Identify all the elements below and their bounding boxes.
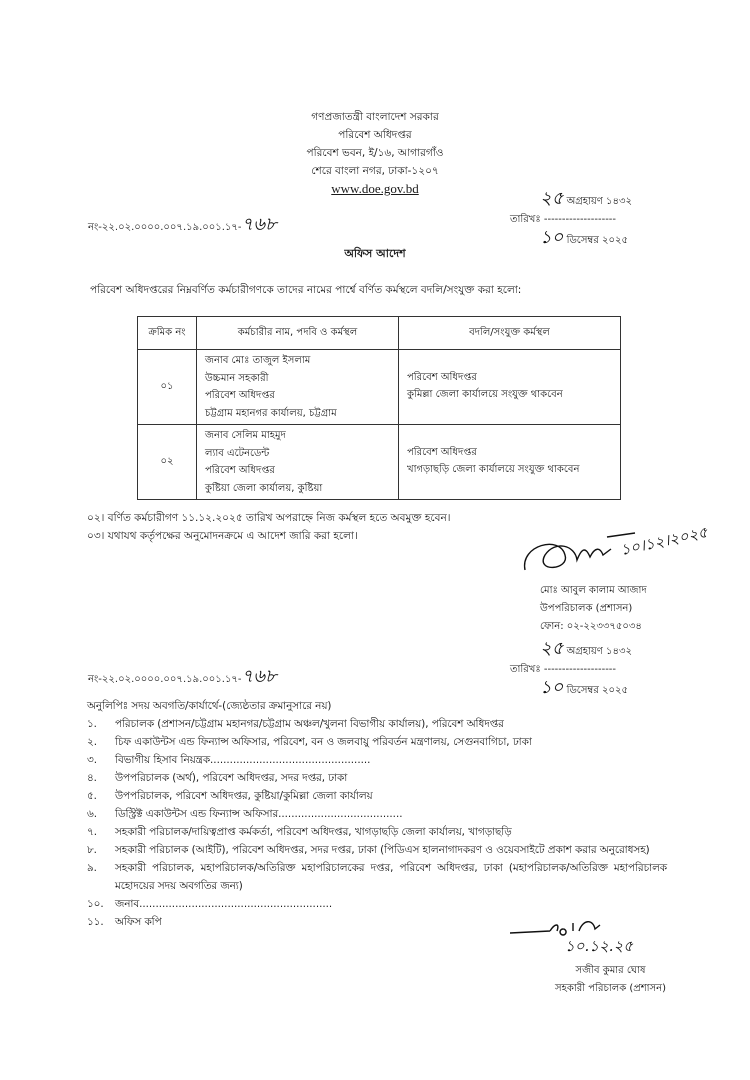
website-link[interactable]: www.doe.gov.bd bbox=[331, 181, 419, 196]
employee-office: চট্টগ্রাম মহানগর কার্যালয়, চট্টগ্রাম bbox=[205, 407, 337, 419]
signature-2-date: ১০.১২.২৫ bbox=[565, 937, 633, 955]
office-order-title: অফিস আদেশ bbox=[344, 247, 406, 260]
list-item: ১০. জনাব........................................................... bbox=[87, 898, 333, 910]
employee-designation: ল্যাব এটেনডেন্ট bbox=[205, 447, 270, 459]
signatory-1-name: মোঃ আবুল কালাম আজাদ bbox=[540, 585, 647, 596]
transfer-office: খাগড়াছড়ি জেলা কার্যালয়ে সংযুক্ত থাকবেন bbox=[407, 464, 580, 475]
english-month-year: ডিসেম্বর ২০২৫ bbox=[566, 235, 628, 246]
english-month-year: ডিসেম্বর ২০২৫ bbox=[566, 685, 628, 696]
bangla-month-year: অগ্রহায়ণ ১৪৩২ bbox=[566, 196, 632, 207]
bangla-day-handwritten: ২৫ bbox=[540, 188, 564, 209]
bangla-day-handwritten: ২৫ bbox=[540, 638, 564, 659]
letterhead bbox=[0, 108, 750, 198]
list-item: ৭. সহকারী পরিচালক/দায়িত্বপ্রাপ্ত কর্মকর্তা, পরিবেশ অধিদপ্তর, খাগড়াছড়ি জেলা কার্যালয়, খাগড়াছড়ি bbox=[87, 826, 512, 838]
list-item: ৯. সহকারী পরিচালক, মহাপরিচালক/অতিরিক্ত মহাপরিচালকের দপ্তর, পরিবেশ অধিদপ্তর, ঢাকা (মহাপরিচালক/অতিরিক্ত মহাপরিচালক মহোদয়ের সদয় অবগতির জন্য) bbox=[87, 862, 667, 892]
date-dashes: -------------------- bbox=[543, 214, 617, 225]
employee-department: পরিবেশ অধিদপ্তর bbox=[205, 390, 275, 401]
list-item: ২. চিফ একাউন্টস এন্ড ফিন্যান্স অফিসার, পরিবেশ, বন ও জলবায়ু পরিবর্তন মন্ত্রণালয়, সেগুনবাগিচা, ঢাকা bbox=[87, 736, 532, 748]
signatory-1 bbox=[540, 582, 647, 636]
govt-name: গণপ্রজাতন্ত্রী বাংলাদেশ সরকার bbox=[311, 111, 439, 123]
header-employee: কর্মচারীর নাম, পদবি ও কর্মস্থল bbox=[197, 317, 399, 350]
memo-number-prefix: নং-২২.০২.০০০০.০০৭.১৯.০০১.১৭- bbox=[88, 674, 242, 685]
employee-office: কুষ্টিয়া জেলা কার্যালয়, কুষ্টিয়া bbox=[205, 482, 323, 494]
header-transfer: বদলি/সংযুক্ত কর্মস্থল bbox=[399, 317, 621, 350]
table-row bbox=[138, 350, 621, 425]
list-item: ৪. উপপরিচালক (অর্থ), পরিবেশ অধিদপ্তর, সদর দপ্তর, ঢাকা bbox=[87, 772, 348, 784]
memo-number bbox=[88, 210, 277, 241]
list-item: ৮. সহকারী পরিচালক (আইটি), পরিবেশ অধিদপ্তর, সদর দপ্তর, ঢাকা (পিডিএস হালনাগাদকরণ ও ওয়েবসাইটে প্রকাশ করার অনুরোধসহ) bbox=[87, 844, 650, 856]
memo-number-prefix: নং-২২.০২.০০০০.০০৭.১৯.০০১.১৭- bbox=[88, 222, 242, 233]
intro-paragraph: পরিবেশ অধিদপ্তরের নিম্নবর্ণিত কর্মচারীগণকে তাদের নামের পার্শ্বে বর্ণিত কর্মস্থলে বদলি/সংযুক্ত করা হলো: bbox=[90, 284, 522, 296]
signatory-2 bbox=[555, 962, 666, 998]
memo-number-handwritten: ৭৬৮ bbox=[241, 214, 277, 235]
address-line-1: পরিবেশ ভবন, ই/১৬, আগারগাঁও bbox=[306, 147, 444, 159]
paragraphs bbox=[87, 509, 450, 545]
paragraph-03: ০৩। যথাযথ কর্তৃপক্ষের অনুমোদনক্রমে এ আদেশ জারি করা হলো। bbox=[87, 530, 358, 542]
date-label: তারিখঃ bbox=[510, 664, 541, 675]
employee-name: জনাব সেলিম মাহমুদ bbox=[205, 430, 286, 441]
date-block-copy bbox=[510, 640, 632, 700]
list-item: ১. পরিচালক (প্রশাসন/চট্টগ্রাম মহানগর/চট্টগ্রাম অঞ্চল/খুলনা বিভাগীয় কার্যালয়), পরিবেশ অধিদপ্তর bbox=[87, 718, 504, 730]
transfer-cell bbox=[399, 350, 621, 425]
serial-cell: ০২ bbox=[138, 425, 197, 500]
memo-number-handwritten: ৭৬৮ bbox=[241, 666, 277, 687]
list-item: ১১. অফিস কপি bbox=[87, 916, 162, 928]
english-day-handwritten: ১০ bbox=[540, 227, 564, 248]
employee-department: পরিবেশ অধিদপ্তর bbox=[205, 465, 275, 476]
transfer-department: পরিবেশ অধিদপ্তর bbox=[407, 447, 477, 458]
list-item: ৫. উপপরিচালক, পরিবেশ অধিদপ্তর, কুষ্টিয়া/কুমিল্লা জেলা কার্যালয় bbox=[87, 790, 373, 802]
date-dashes: -------------------- bbox=[543, 664, 617, 675]
paragraph-02: ০২। বর্ণিত কর্মচারীগণ ১১.১২.২০২৫ তারিখ অপরাহ্নে নিজ কর্মস্থল হতে অবমুক্ত হবেন। bbox=[87, 512, 451, 524]
list-item: ৩. বিভাগীয় হিসাব নিয়ন্ত্রক................................................. bbox=[87, 754, 371, 766]
employee-cell bbox=[197, 425, 399, 500]
signatory-1-designation: উপপরিচালক (প্রশাসন) bbox=[540, 603, 633, 614]
employee-cell bbox=[197, 350, 399, 425]
table-row bbox=[138, 425, 621, 500]
date-label: তারিখঃ bbox=[510, 214, 541, 225]
employee-name: জনাব মোঃ তাজুল ইসলাম bbox=[205, 355, 311, 366]
signatory-2-designation: সহকারী পরিচালক (প্রশাসন) bbox=[555, 983, 667, 994]
list-item: ৬. ডিস্ট্রিক্ট একাউন্টস এন্ড ফিন্যান্স অফিসার...................................... bbox=[87, 808, 403, 820]
signatory-2-name: সজীব কুমার ঘোষ bbox=[575, 965, 646, 976]
memo-number-copy bbox=[88, 662, 277, 693]
address-line-2: শেরে বাংলা নগর, ঢাকা-১২০৭ bbox=[311, 165, 439, 177]
english-day-handwritten: ১০ bbox=[540, 677, 564, 698]
date-block bbox=[510, 190, 632, 250]
transfer-office: কুমিল্লা জেলা কার্যালয়ে সংযুক্ত থাকবেন bbox=[407, 389, 563, 400]
transfer-cell bbox=[399, 425, 621, 500]
table-header-row bbox=[138, 317, 621, 350]
transfer-table bbox=[137, 316, 621, 500]
header-serial: ক্রমিক নং bbox=[138, 317, 197, 350]
copy-distribution-list bbox=[87, 697, 667, 931]
signature-1-date: ১০।১২।২০২৫ bbox=[618, 523, 710, 560]
employee-designation: উচ্চমান সহকারী bbox=[205, 372, 269, 384]
bangla-month-year: অগ্রহায়ণ ১৪৩২ bbox=[566, 646, 632, 657]
signatory-1-phone: ফোন: ০২-২২৩৩৭৫০৩৪ bbox=[540, 621, 642, 632]
cc-heading: অনুলিপিঃ সদয় অবগতি/কার্যার্থে-(জ্যেষ্ঠতার ক্রমানুসারে নয়) bbox=[87, 700, 332, 712]
department-name: পরিবেশ অধিদপ্তর bbox=[338, 129, 412, 141]
serial-cell: ০১ bbox=[138, 350, 197, 425]
transfer-department: পরিবেশ অধিদপ্তর bbox=[407, 372, 477, 383]
